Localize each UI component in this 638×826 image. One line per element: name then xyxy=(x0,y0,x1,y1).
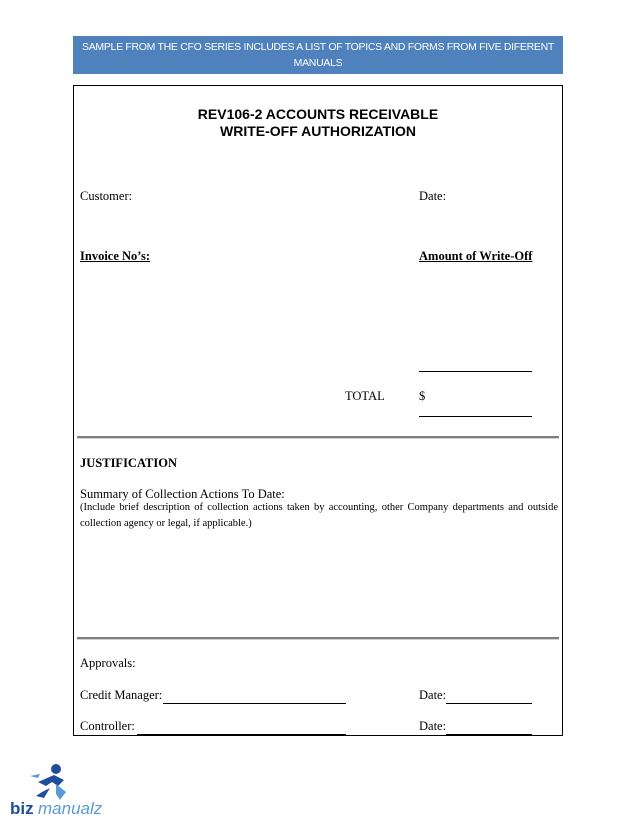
total-entry-line xyxy=(419,416,532,417)
total-label: TOTAL xyxy=(345,389,385,403)
justification-heading: JUSTIFICATION xyxy=(80,456,178,470)
section-divider xyxy=(77,436,559,439)
banner-line-1: SAMPLE FROM THE CFO SERIES INCLUDES A LIST OF TOPICS AND FORMS FROM FIVE DIFERENT xyxy=(81,41,554,53)
summary-label: Summary of Collection Actions To Date: xyxy=(80,487,285,501)
logo-text-bold: biz xyxy=(10,799,34,818)
controller-label: Controller: xyxy=(80,719,135,733)
date-label: Date: xyxy=(419,189,447,203)
amount-of-write-off-label: Amount of Write-Off xyxy=(419,249,533,263)
bizmanualz-logo xyxy=(0,760,130,820)
controller-signature-line xyxy=(137,734,346,735)
form-title-line-1: REV106-2 ACCOUNTS RECEIVABLE xyxy=(197,106,439,122)
credit-manager-date-line xyxy=(446,703,532,704)
summary-note: (Include brief description of collection actions taken by accounting, other Company departments and outside collection agency or legal, if applicable.) xyxy=(80,502,558,529)
section-divider xyxy=(77,637,559,640)
runner-figure-icon xyxy=(0,760,130,820)
controller-date-line xyxy=(446,734,532,735)
customer-label: Customer: xyxy=(80,189,133,203)
banner-line-2: MANUALS xyxy=(293,57,343,69)
controller-date-label: Date: xyxy=(419,719,447,733)
credit-manager-date-label: Date: xyxy=(419,688,447,702)
write-off-form xyxy=(73,85,563,736)
logo-text-italic: manualz xyxy=(38,799,103,818)
form-title-line-2: WRITE-OFF AUTHORIZATION xyxy=(220,123,416,139)
amount-entry-line xyxy=(419,371,532,372)
currency-symbol: $ xyxy=(419,389,426,403)
credit-manager-signature-line xyxy=(163,703,346,704)
invoice-numbers-label: Invoice No’s: xyxy=(80,249,151,263)
sample-banner xyxy=(73,36,563,74)
approvals-label: Approvals: xyxy=(80,656,136,670)
credit-manager-label: Credit Manager: xyxy=(80,688,163,702)
